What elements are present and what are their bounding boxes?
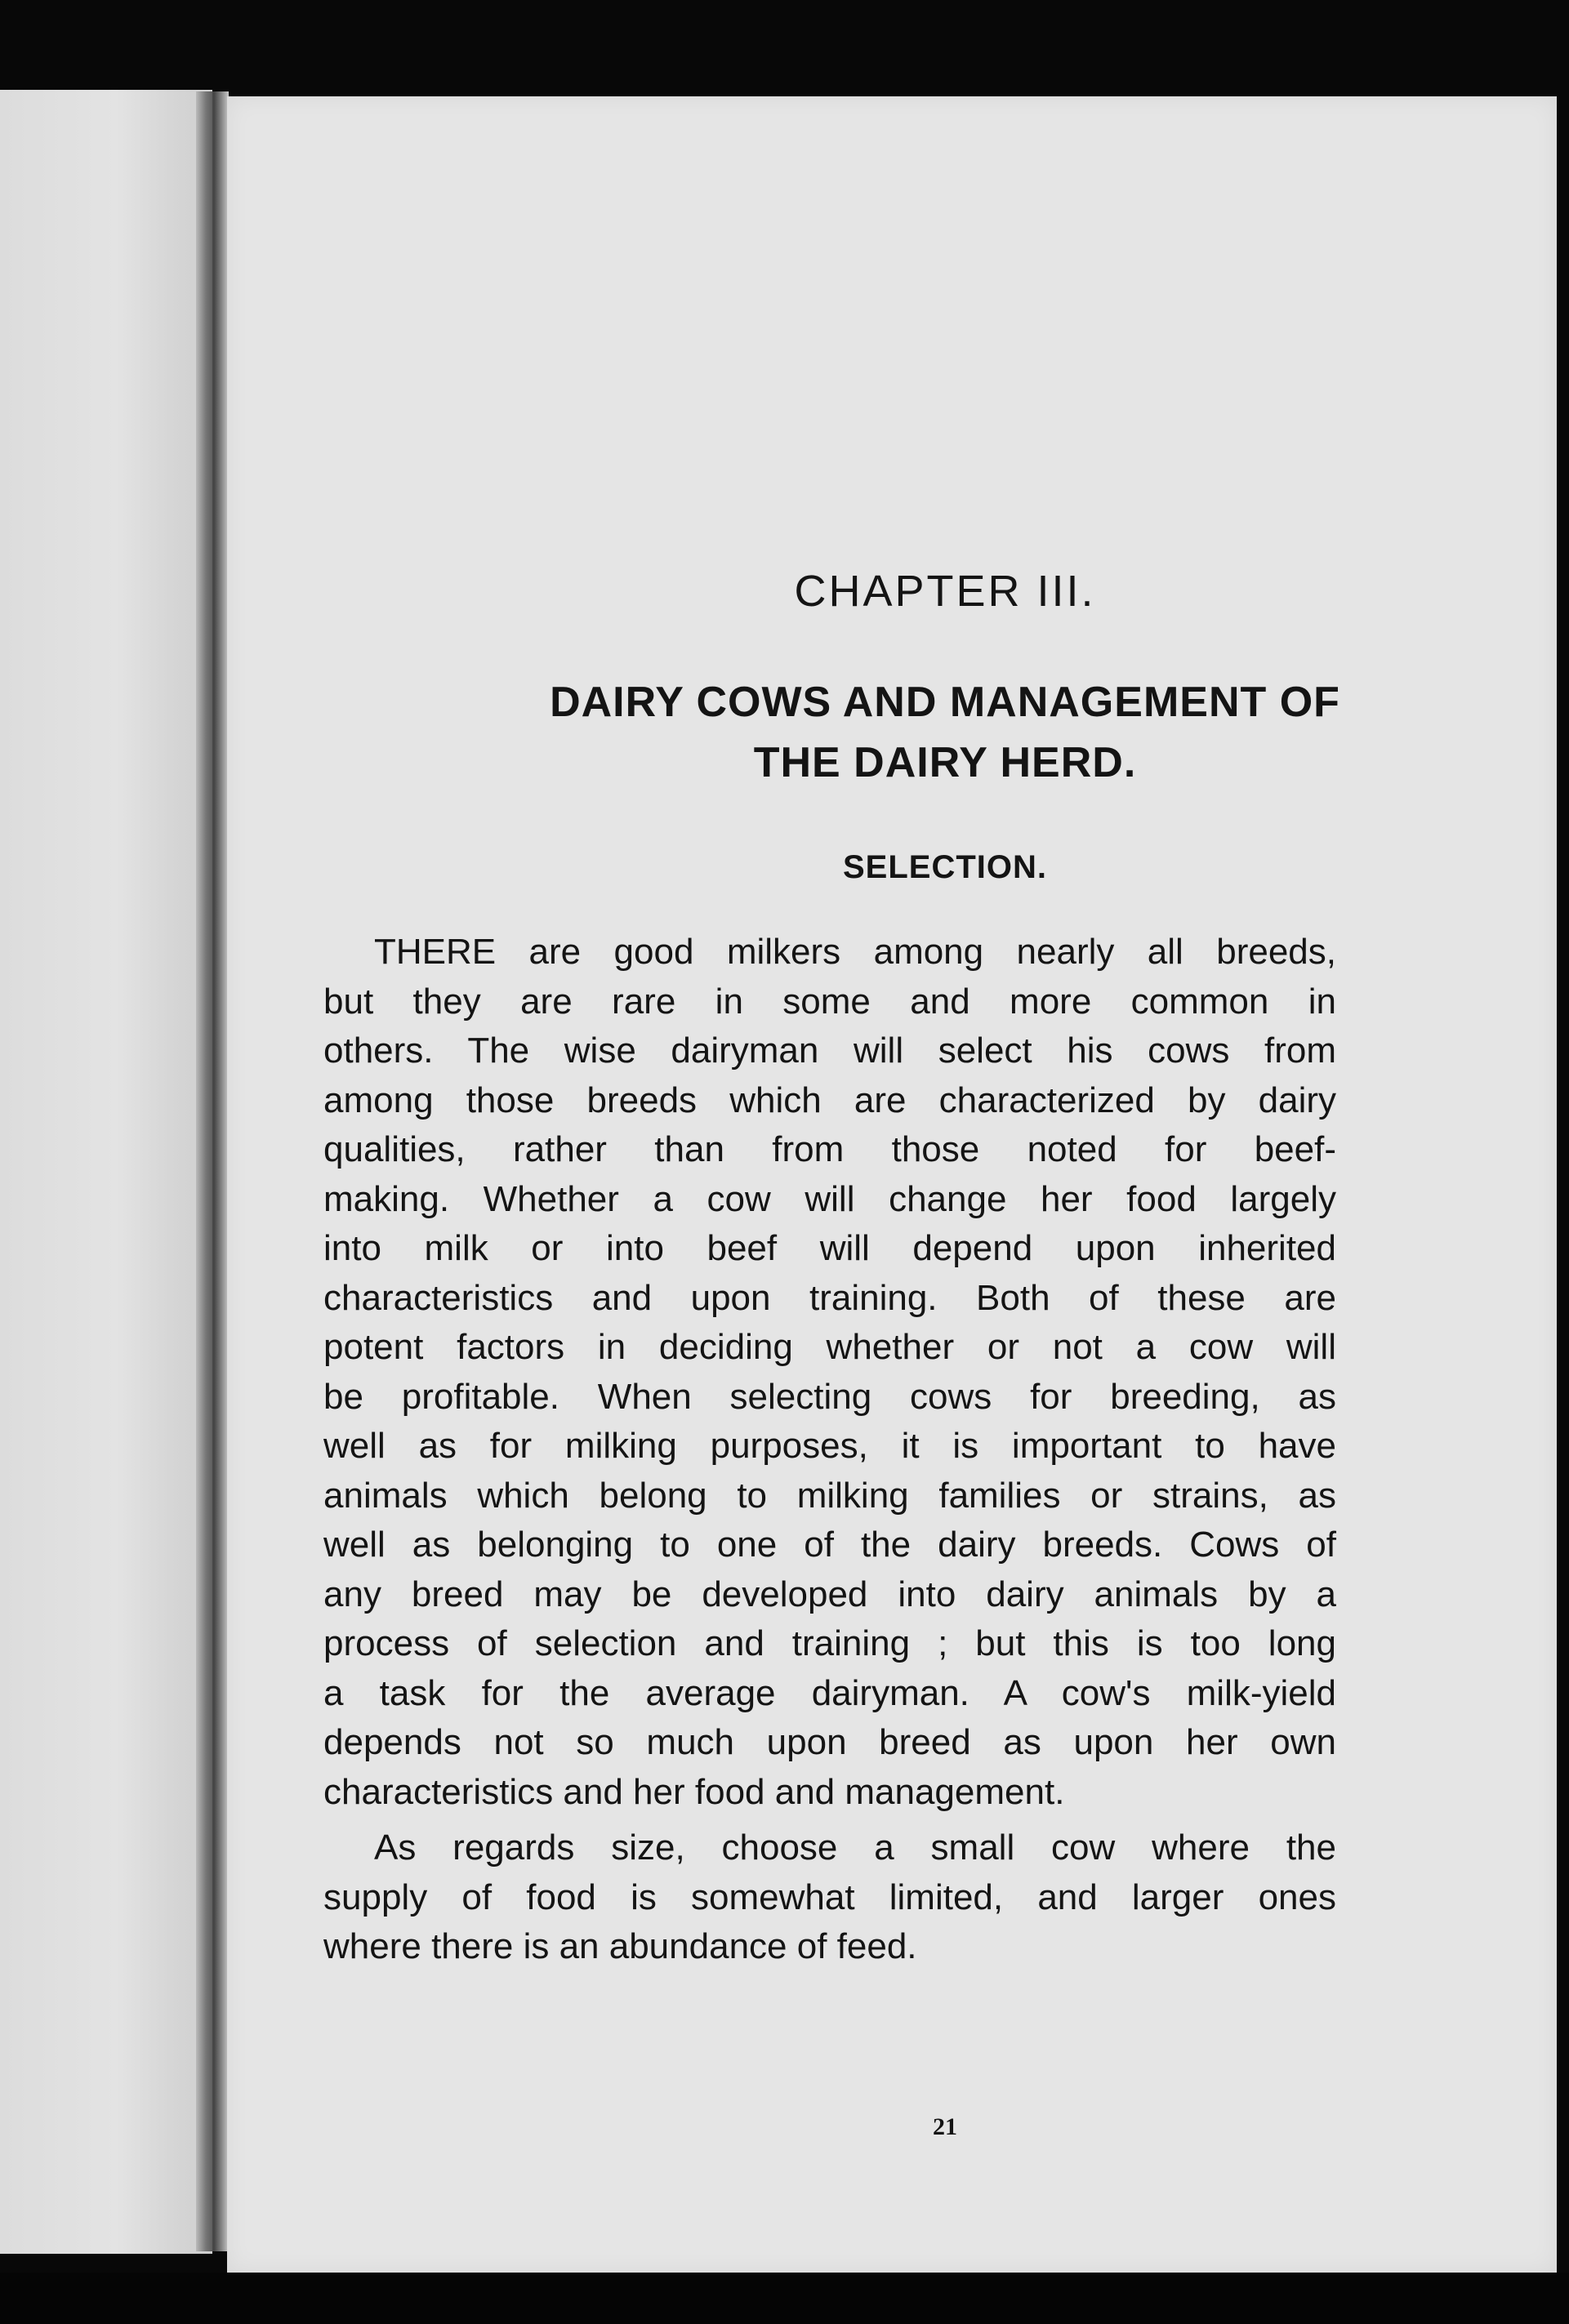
text-line: As regards size, choose a small cow where the (374, 1828, 1336, 1868)
paragraph-1 (323, 928, 1336, 1817)
text-line: but they are rare in some and more common in (323, 981, 1336, 1022)
book-page (227, 96, 1557, 2273)
section-heading: SELECTION. (842, 849, 1048, 885)
text-line: qualities, rather than from those noted for beef- (323, 1129, 1336, 1169)
chapter-title-line-1: DAIRY COWS AND MANAGEMENT OF (550, 679, 1340, 726)
text-line: where there is an abundance of feed. (323, 1926, 917, 1966)
chapter-title-line-2: THE DAIRY HERD. (753, 739, 1137, 786)
text-line: THERE are good milkers among nearly all breeds, (374, 932, 1336, 972)
scan-border-bottom (0, 2273, 1569, 2324)
text-line: among those breeds which are characterized by dairy (323, 1080, 1336, 1120)
text-line: animals which belong to milking families or strains, as (323, 1475, 1336, 1516)
text-line: characteristics and upon training. Both of these are (323, 1277, 1336, 1318)
book-gutter (196, 91, 229, 2251)
page-number: 21 (933, 2113, 957, 2140)
text-line: depends not so much upon breed as upon her own (323, 1722, 1336, 1762)
text-line: a task for the average dairyman. A cow's milk-yield (323, 1672, 1336, 1713)
text-line: characteristics and her food and management. (323, 1771, 1065, 1812)
text-line: process of selection and training ; but this is too long (323, 1623, 1336, 1663)
text-line: supply of food is somewhat limited, and larger ones (323, 1877, 1336, 1917)
text-line: well as for milking purposes, it is important to have (323, 1426, 1336, 1466)
body-text (323, 928, 1336, 1972)
text-line: any breed may be developed into dairy animals by a (323, 1574, 1336, 1614)
text-line: potent factors in deciding whether or not a cow will (323, 1327, 1336, 1367)
text-line: others. The wise dairyman will select his cows from (323, 1031, 1336, 1071)
text-line: be profitable. When selecting cows for breeding, as (323, 1376, 1336, 1417)
text-line: into milk or into beef will depend upon inherited (323, 1228, 1336, 1268)
text-line: well as belonging to one of the dairy breeds. Cows of (323, 1525, 1336, 1565)
chapter-number: CHAPTER III. (794, 567, 1096, 616)
text-line: making. Whether a cow will change her food largely (323, 1178, 1336, 1219)
paragraph-2 (323, 1823, 1336, 1972)
facing-page-edge (0, 90, 212, 2254)
